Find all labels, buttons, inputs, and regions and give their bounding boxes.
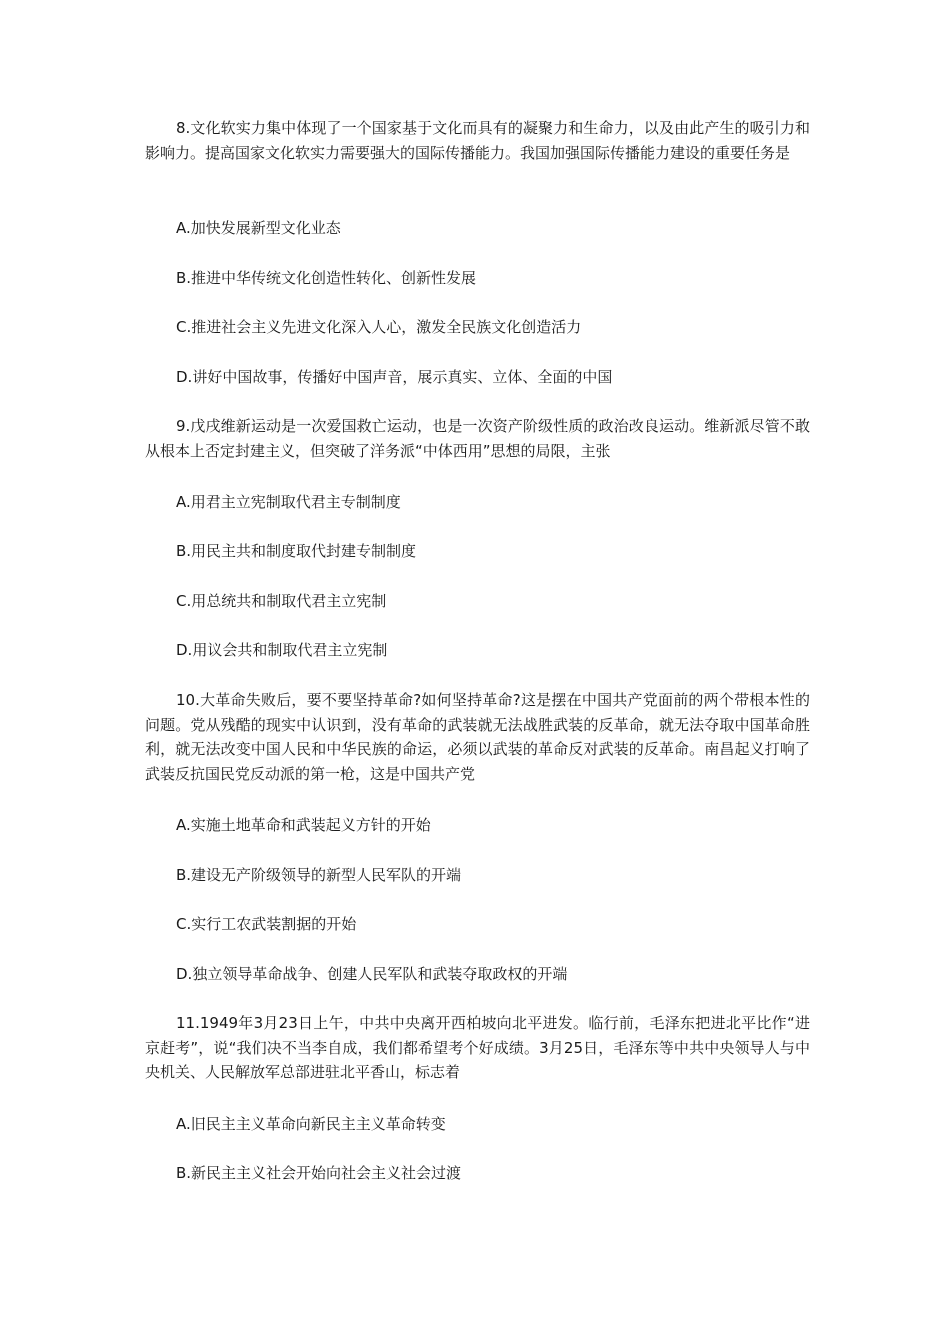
question-10-stem: 10.大革命失败后，要不要坚持革命?如何坚持革命?这是摆在中国共产党面前的两个带根本性的问题。党从残酷的现实中认识到，没有革命的武装就无法战胜武装的反革命，就无法夺取中国革命胜利，就无法改变中国人民和中华民族的命运，必须以武装的革命反对武装的反革命。南昌起义打响了武装反抗国民党反动派的第一枪，这是中国共产党 — [145, 691, 810, 783]
question-10-option-c: C.实行工农武装割据的开始 — [176, 915, 357, 933]
question-9-option-c: C.用总统共和制取代君主立宪制 — [176, 592, 387, 610]
question-9-option-d: D.用议会共和制取代君主立宪制 — [176, 641, 388, 659]
question-8-option-a: A.加快发展新型文化业态 — [176, 219, 341, 237]
question-8-option-b: B.推进中华传统文化创造性转化、创新性发展 — [176, 269, 477, 287]
question-10-option-d: D.独立领导革命战争、创建人民军队和武装夺取政权的开端 — [176, 965, 568, 983]
question-9-option-b: B.用民主共和制度取代封建专制制度 — [176, 542, 417, 560]
question-9-stem: 9.戊戌维新运动是一次爱国救亡运动，也是一次资产阶级性质的政治改良运动。维新派尽管不敢从根本上否定封建主义，但突破了洋务派“中体西用”思想的局限，主张 — [145, 417, 810, 460]
question-11-option-b: B.新民主主义社会开始向社会主义社会过渡 — [176, 1164, 462, 1182]
question-8-stem: 8.文化软实力集中体现了一个国家基于文化而具有的凝聚力和生命力，以及由此产生的吸引力和影响力。提高国家文化软实力需要强大的国际传播能力。我国加强国际传播能力建设的重要任务是 — [145, 119, 810, 162]
question-11-option-a: A.旧民主主义革命向新民主主义革命转变 — [176, 1115, 446, 1133]
question-8-option-d: D.讲好中国故事，传播好中国声音，展示真实、立体、全面的中国 — [176, 368, 613, 386]
question-9-option-a: A.用君主立宪制取代君主专制制度 — [176, 493, 401, 511]
question-8-option-c: C.推进社会主义先进文化深入人心，激发全民族文化创造活力 — [176, 318, 582, 336]
question-11-stem: 11.1949年3月23日上午，中共中央离开西柏坡向北平进发。临行前，毛泽东把进北平比作“进京赶考”，说“我们决不当李自成，我们都希望考个好成绩。3月25日，毛泽东等中共中央领导人与中央机关、人民解放军总部进驻北平香山，标志着 — [145, 1014, 810, 1081]
question-10-option-a: A.实施土地革命和武装起义方针的开始 — [176, 816, 431, 834]
question-10-option-b: B.建设无产阶级领导的新型人民军队的开端 — [176, 866, 462, 884]
